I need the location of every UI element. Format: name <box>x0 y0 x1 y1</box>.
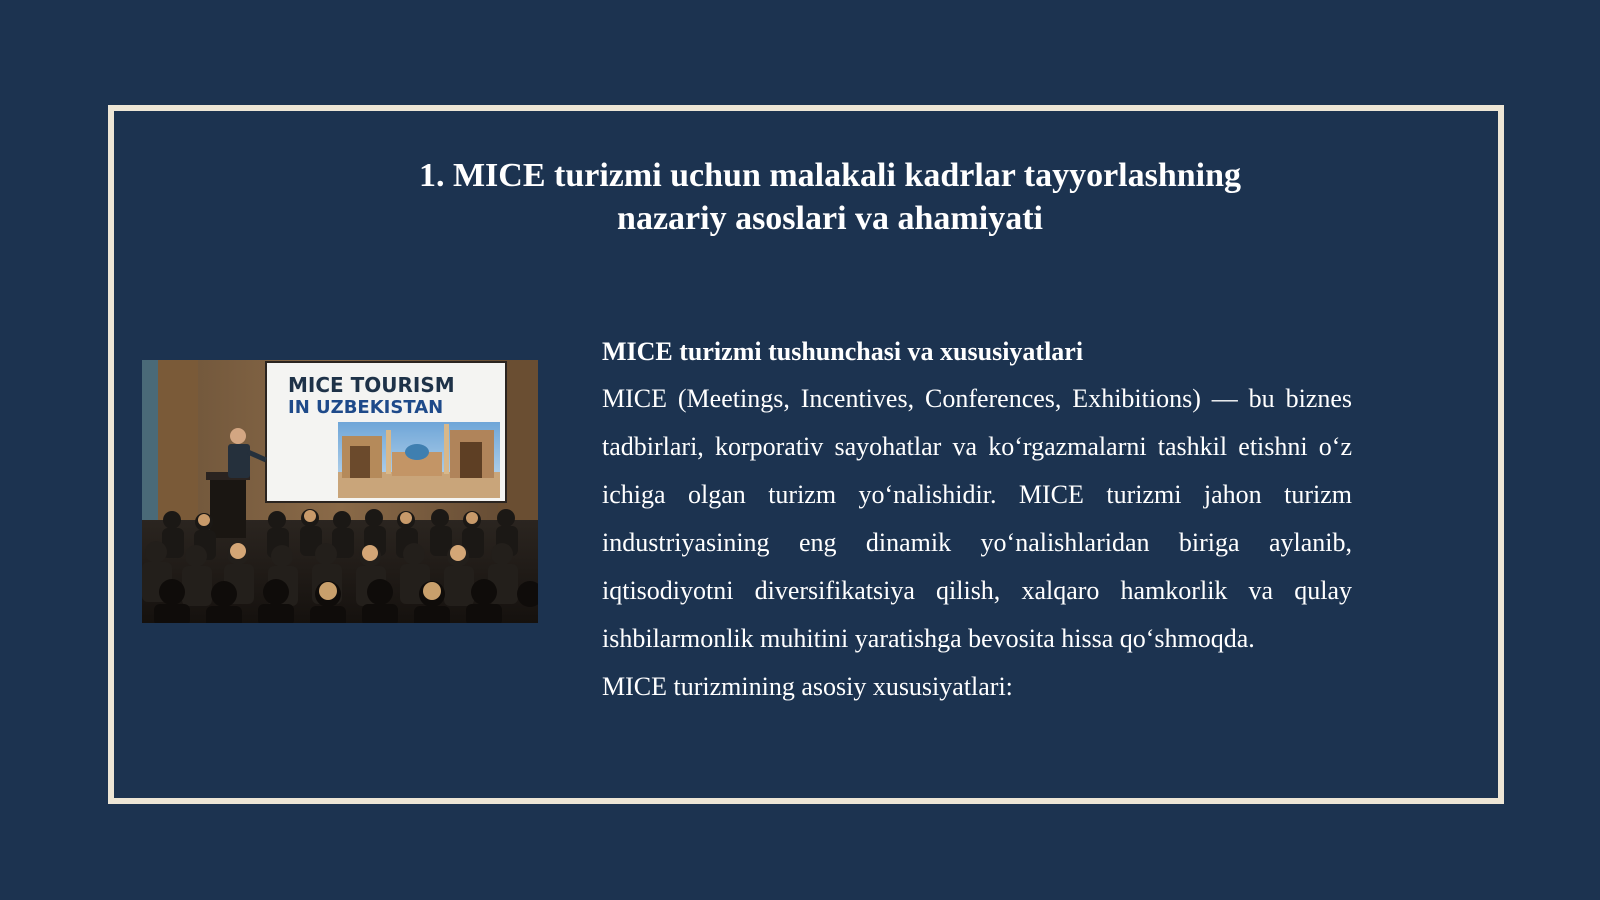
title-line-1: 1. MICE turizmi uchun malakali kadrlar tayyorlashning <box>418 157 1242 194</box>
features-intro: MICE turizmining asosiy xususiyatlari: <box>602 672 1013 701</box>
speaker <box>230 428 246 444</box>
content-text <box>602 332 1352 711</box>
section-subheading: MICE turizmi tushunchasi va xususiyatlari <box>602 337 1084 366</box>
body-paragraph: MICE (Meetings, Incentives, Conferences, Exhibitions) — bu biznes tadbirlari, korporativ sayohatlar va ko‘rgazmalarni tashkil etishni o‘z ichiga olgan turizm yo‘nalishidir. MICE turizmi jahon turizm industriyasining eng dinamik yo‘nalishlaridan biriga aylanib, iqtisodiyotni diversifikatsiya qilish, xalqaro hamkorlik va qulay ishbilarmonlik muhitini yaratishga bevosita hissa qo‘shmoqda. <box>602 384 1352 653</box>
screen-title-1: MICE TOURISM <box>288 373 455 397</box>
screen-title-2: IN UZBEKISTAN <box>288 397 444 418</box>
conference-photo <box>142 360 538 623</box>
slide-title <box>300 154 1360 240</box>
title-line-2: nazariy asoslari va ahamiyati <box>617 200 1043 237</box>
